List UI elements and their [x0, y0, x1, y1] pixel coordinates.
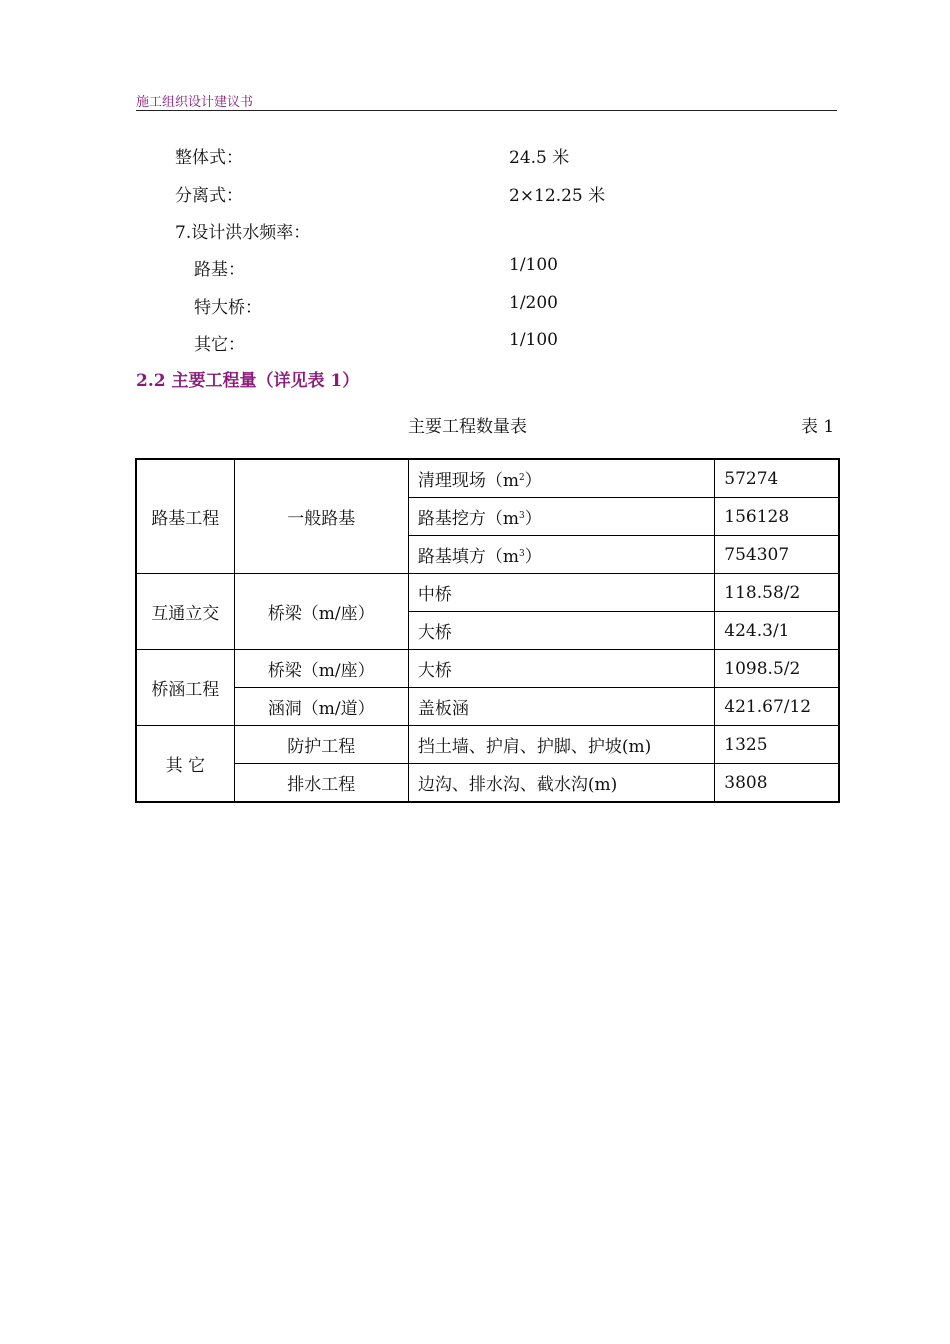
item-cell: 清理现场$(m^2)$ [408, 459, 714, 498]
value-cell: 156128 [715, 498, 839, 536]
value-cell: 1325 [715, 726, 839, 764]
table-row [136, 764, 839, 803]
item-cell: 边沟、排水沟、截水沟(m) [408, 764, 714, 803]
flood-frequency-heading: 7.设计洪水频率： [175, 223, 311, 243]
value-cell: 424.3/1 [715, 612, 839, 650]
subgroup-cell: 排水工程 [234, 764, 408, 803]
item-cell: 盖板涵 [408, 688, 714, 726]
item-cell: 挡土墙、护肩、护脚、护坡(m) [408, 726, 714, 764]
spec-label-extra-large-bridge: 特大桥： [194, 298, 262, 318]
table-row [136, 459, 839, 498]
value-cell: 754307 [715, 536, 839, 574]
running-header-title: 施工组织设计建议书 [136, 95, 254, 110]
group-name-cell: 路基工程 [136, 459, 234, 574]
spec-label-integral: 整体式： [175, 148, 243, 168]
header-divider [136, 110, 837, 111]
subgroup-cell: 防护工程 [234, 726, 408, 764]
subgroup-cell: 涵洞（m/道） [234, 688, 408, 726]
table-caption: 主要工程数量表 [408, 417, 527, 437]
subgroup-cell: 桥梁（m/座） [234, 650, 408, 688]
section-heading: 2.2 主要工程量（详见表 1） [136, 371, 360, 391]
item-cell: 路基挖方$(m^3)$ [408, 498, 714, 536]
quantities-table [135, 458, 840, 803]
spec-value-others: 1/100 [509, 330, 558, 350]
spec-value-integral: 24.5 米 [509, 148, 570, 168]
group-name-cell: 其 它 [136, 726, 234, 803]
subgroup-cell: 桥梁（m/座） [234, 574, 408, 650]
table-row [136, 574, 839, 612]
spec-value-separated: 2×12.25 米 [509, 186, 606, 206]
spec-label-separated: 分离式： [175, 186, 243, 206]
subgroup-cell: 一般路基 [234, 459, 408, 574]
value-cell: 1098.5/2 [715, 650, 839, 688]
table-row [136, 650, 839, 688]
spec-value-subgrade: 1/100 [509, 255, 558, 275]
value-cell: 421.67/12 [715, 688, 839, 726]
item-cell: 中桥 [408, 574, 714, 612]
table-row [136, 688, 839, 726]
spec-label-subgrade: 路基： [194, 260, 245, 280]
value-cell: 118.58/2 [715, 574, 839, 612]
value-cell: 57274 [715, 459, 839, 498]
item-cell: 路基填方$(m^3)$ [408, 536, 714, 574]
spec-label-others: 其它： [194, 335, 245, 355]
group-name-cell: 桥涵工程 [136, 650, 234, 726]
value-cell: 3808 [715, 764, 839, 803]
item-cell: 大桥 [408, 612, 714, 650]
spec-value-extra-large-bridge: 1/200 [509, 293, 558, 313]
item-cell: 大桥 [408, 650, 714, 688]
table-row [136, 726, 839, 764]
table-number: 表 1 [801, 417, 835, 437]
group-name-cell: 互通立交 [136, 574, 234, 650]
